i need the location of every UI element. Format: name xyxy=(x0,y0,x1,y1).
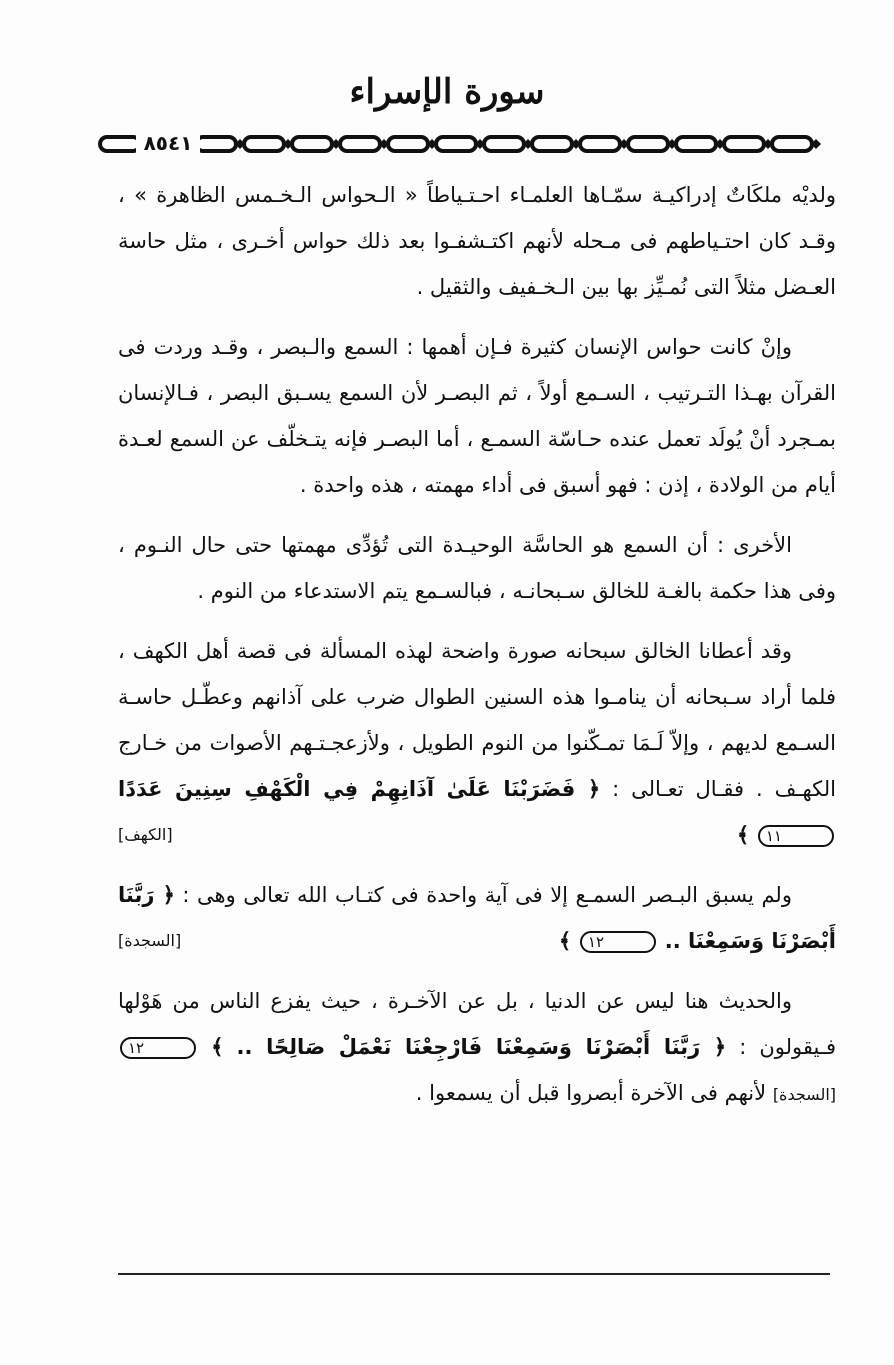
quran-verse: ﴿ فَضَرَبْنَا عَلَىٰ آذَانِهِمْ فِي الْكَهْفِ سِنِينَ عَدَدًا xyxy=(118,777,601,801)
verse-close-bracket: ﴾ xyxy=(211,1035,224,1059)
paragraph xyxy=(118,872,836,964)
chain-link xyxy=(292,137,332,151)
chain-link xyxy=(100,137,140,151)
chain-link xyxy=(436,137,476,151)
chain-link xyxy=(772,137,812,151)
chain-link xyxy=(676,137,716,151)
chain-link xyxy=(244,137,284,151)
chain-link xyxy=(340,137,380,151)
chain-link xyxy=(532,137,572,151)
chain-border-ornament xyxy=(96,131,858,157)
paragraph: وإنْ كانت حواس الإنسان كثيرة فـإن أهمها : السمع والـبصر ، وقـد وردت فى القرآن بهـذا التـرتيب ، السـمع أولاً ، ثم البصـر لأن السمع يسـبق البصر ، فـالإنسان بمـجرد أنْ يُولَد تعمل عنده حـاسّة السمـع ، أما البصـر فإنه يتـخلّف عن السمع لعـدة أيام من الولادة ، إذن : فهو أسبق فى أداء مهمته ، هذه واحدة . xyxy=(118,335,836,497)
surah-title: سورة الإسراء xyxy=(349,72,545,112)
paragraph: ولديْه ملكَاتٌ إدراكيـة سمّـاها العلمـاء احـتـياطاً « الـحواس الـخـمس الظاهرة » ، وقـد كان احتـياطهم فى مـحله لأنهم اكتـشفـوا بعد ذلك حواس أخـرى ، مثل حاسة العـضل مثلاً التى نُمـيِّز بها بين الـخـفيف والثقيل . xyxy=(118,183,836,299)
main-text xyxy=(118,172,836,1132)
paragraph-text: ولم يسبق البـصر السمـع إلا فى آية واحدة فى كتـاب الله تعالى وهى : xyxy=(182,883,792,907)
quran-verse: ﴿ رَبَّنَا أَبْصَرْنَا وَسَمِعْنَا .. xyxy=(118,883,836,953)
chain-link xyxy=(628,137,668,151)
paragraph: الأخرى : أن السمع هو الحاسَّة الوحيـدة التى تُؤدِّى مهمتها حتى حال النـوم ، وفى هذا حكمة بالغـة للخالق سـبحانـه ، فبالسـمع يتم الاستدعاء من النوم . xyxy=(118,533,836,603)
surah-reference: [السجدة] xyxy=(118,931,182,950)
surah-reference: [السجدة] xyxy=(772,1085,836,1104)
verse-close-bracket: ﴾ xyxy=(558,929,572,953)
chain-link xyxy=(724,137,764,151)
paragraph xyxy=(118,978,836,1118)
chain-link xyxy=(196,137,236,151)
paragraph-text: والحديث هنا ليس عن الدنيا ، بل عن الآخـرة ، حيث يفزع الناس من هَوْلها فـيقولون : xyxy=(118,989,836,1059)
page-number: ٨٥٤١ xyxy=(136,129,200,157)
ayah-number: ١١ xyxy=(758,825,834,847)
surah-reference: [الكهف] xyxy=(118,825,173,844)
chain-link xyxy=(388,137,428,151)
ayah-number: ١٢ xyxy=(580,931,656,953)
quran-verse: ﴿ رَبَّنَا أَبْصَرْنَا وَسَمِعْنَا فَارْجِعْنَا نَعْمَلْ صَالِحًا .. xyxy=(236,1035,727,1059)
chain-link xyxy=(580,137,620,151)
ayah-number: ١٢ xyxy=(120,1037,196,1059)
chain-link xyxy=(484,137,524,151)
verse-close-bracket: ﴾ xyxy=(736,823,750,847)
paragraph-text: لأنهم فى الآخرة أبصروا قبل أن يسمعوا . xyxy=(415,1081,767,1105)
footer-rule xyxy=(118,1273,830,1275)
paragraph xyxy=(118,628,836,858)
paragraph-text: وقد أعطانا الخالق سبحانه صورة واضحة لهذه المسألة فى قصة أهل الكهف ، فلما أراد سـبحانه أن ينامـوا هذه السنين الطوال ضرب على آذانهم وعطّـل حاسـة السـمع لديهم ، وإلاّ لَـمَا تمـكّنوا من النوم الطويل ، ولأزعجـتـهم الأصوات من خـارج الكهـف . فقـال تعـالى : xyxy=(118,639,836,801)
